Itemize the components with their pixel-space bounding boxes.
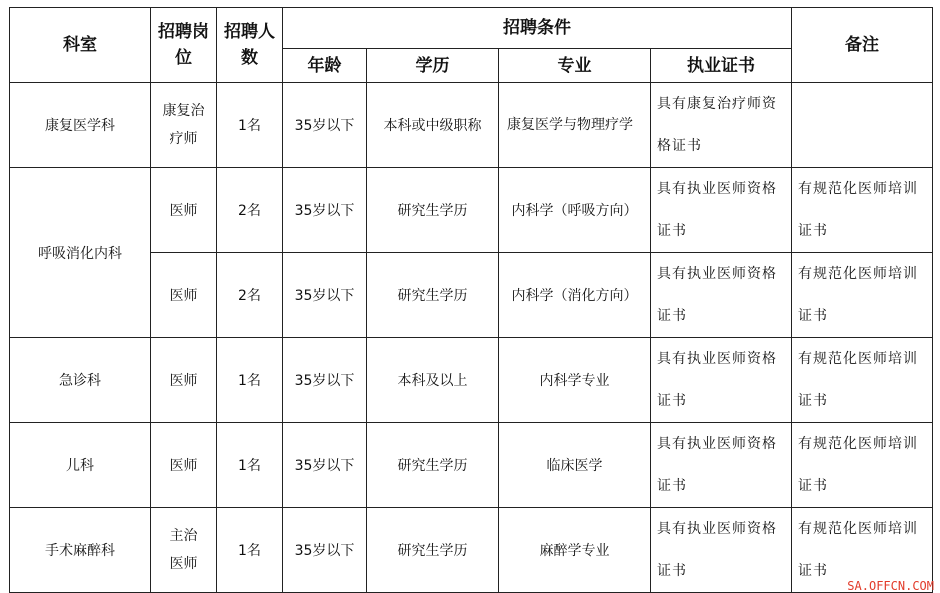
- cell-position: 康复治疗师: [151, 83, 217, 168]
- cell-certificate: 具有执业医师资格证书: [651, 423, 792, 508]
- cell-age: 35岁以下: [283, 508, 367, 593]
- cell-position: 医师: [151, 423, 217, 508]
- cell-education: 研究生学历: [367, 168, 499, 253]
- header-conditions: 招聘条件: [283, 8, 792, 49]
- cell-count: 2名: [217, 168, 283, 253]
- cell-education: 研究生学历: [367, 508, 499, 593]
- cell-remarks: [792, 83, 933, 168]
- cell-age: 35岁以下: [283, 423, 367, 508]
- cell-remarks: 有规范化医师培训证书: [792, 338, 933, 423]
- header-department: 科室: [10, 8, 151, 83]
- table-row: [10, 508, 933, 593]
- table-row: [10, 338, 933, 423]
- recruitment-table: [9, 7, 933, 593]
- cell-age: 35岁以下: [283, 338, 367, 423]
- header-education: 学历: [367, 49, 499, 83]
- cell-position: 主治医师: [151, 508, 217, 593]
- cell-certificate: 具有执业医师资格证书: [651, 508, 792, 593]
- header-count: 招聘人数: [217, 8, 283, 83]
- cell-position: 医师: [151, 168, 217, 253]
- cell-major: 内科学（呼吸方向）: [499, 168, 651, 253]
- cell-education: 研究生学历: [367, 253, 499, 338]
- cell-certificate: 具有执业医师资格证书: [651, 338, 792, 423]
- cell-remarks: 有规范化医师培训证书: [792, 253, 933, 338]
- cell-department: 手术麻醉科: [10, 508, 151, 593]
- header-age: 年龄: [283, 49, 367, 83]
- cell-count: 2名: [217, 253, 283, 338]
- cell-certificate: 具有康复治疗师资格证书: [651, 83, 792, 168]
- cell-age: 35岁以下: [283, 168, 367, 253]
- table-row: [10, 423, 933, 508]
- cell-major: 内科学（消化方向）: [499, 253, 651, 338]
- cell-count: 1名: [217, 423, 283, 508]
- cell-count: 1名: [217, 338, 283, 423]
- cell-age: 35岁以下: [283, 253, 367, 338]
- cell-position: 医师: [151, 338, 217, 423]
- cell-major: 内科学专业: [499, 338, 651, 423]
- cell-education: 本科或中级职称: [367, 83, 499, 168]
- header-certificate: 执业证书: [651, 49, 792, 83]
- cell-major: 临床医学: [499, 423, 651, 508]
- cell-remarks: 有规范化医师培训证书: [792, 423, 933, 508]
- cell-remarks: 有规范化医师培训证书: [792, 168, 933, 253]
- cell-count: 1名: [217, 508, 283, 593]
- cell-position: 医师: [151, 253, 217, 338]
- cell-certificate: 具有执业医师资格证书: [651, 253, 792, 338]
- watermark: SA.OFFCN.COM: [847, 579, 934, 593]
- cell-education: 研究生学历: [367, 423, 499, 508]
- header-position: 招聘岗位: [151, 8, 217, 83]
- cell-age: 35岁以下: [283, 83, 367, 168]
- cell-department: 呼吸消化内科: [10, 168, 151, 338]
- cell-department: 康复医学科: [10, 83, 151, 168]
- cell-department: 儿科: [10, 423, 151, 508]
- cell-major: 康复医学与物理疗学: [499, 83, 651, 168]
- cell-department: 急诊科: [10, 338, 151, 423]
- cell-remarks: 有规范化医师培训证书: [792, 508, 933, 593]
- cell-education: 本科及以上: [367, 338, 499, 423]
- header-major: 专业: [499, 49, 651, 83]
- table-row: [10, 168, 933, 253]
- cell-major: 麻醉学专业: [499, 508, 651, 593]
- table-row: [10, 83, 933, 168]
- cell-count: 1名: [217, 83, 283, 168]
- header-remarks: 备注: [792, 8, 933, 83]
- cell-certificate: 具有执业医师资格证书: [651, 168, 792, 253]
